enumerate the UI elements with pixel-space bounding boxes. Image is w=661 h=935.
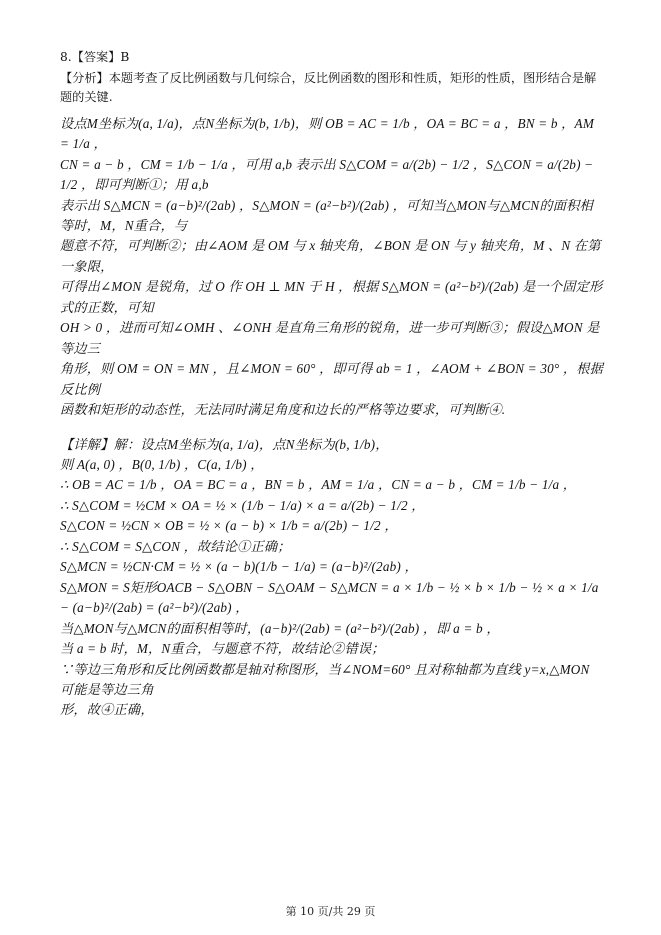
analysis-label: 【分析】 — [60, 70, 109, 85]
detail-line-12: 形，故④正确， — [60, 702, 154, 718]
solution-content — [60, 48, 605, 721]
answer-line: 8.【答案】B — [60, 50, 130, 64]
analysis-line — [60, 69, 605, 107]
detail-line-10: 当 a = b 时，M，N重合，与题意不符，故结论②错误； — [60, 641, 385, 657]
detail-line-8: S△MON = S矩形OACB − S△OBN − S△OAM − S△MCN = a × 1/b − ½ × b × 1/b − ½ × a × 1/a − (a−b)²/(2ab) = (a²−b²)/(2ab) ， — [60, 579, 599, 616]
detail-line-3: ∴ OB = AC = 1/b ，OA = BC = a ，BN = b ，AM = 1/a ，CN = a − b ，CM = 1/b − 1/a ， — [60, 477, 577, 493]
spacer — [60, 421, 605, 435]
detail-line-6: ∴ S△COM = S△CON ，故结论①正确； — [60, 538, 291, 554]
analysis-para-line-4: 题意不符，可判断②；由∠AOM 是 OM 与 x 轴夹角，∠BON 是 ON 与 y 轴夹角，M 、N 在第一象限， — [60, 238, 601, 274]
detail-line-11: ∵等边三角形和反比例函数都是轴对称图形，当∠NOM=60° 且对称轴都为直线 y=x,△MON 可能是等边三角 — [60, 661, 590, 697]
detail-line-7: S△MCN = ½CN·CM = ½ × (a − b)(1/b − 1/a) = (a−b)²/(2ab) ， — [60, 559, 418, 575]
analysis-para-line-1: 设点M坐标为(a, 1/a)，点N坐标为(b, 1/b)，则 OB = AC = 1/b ，OA = BC = a ，BN = b ，AM = 1/a ， — [60, 115, 595, 152]
detail-line-4: ∴ S△COM = ½CM × OA = ½ × (1/b − 1/a) × a = a/(2b) − 1/2 ， — [60, 497, 425, 513]
analysis-para-line-5: 可得出∠MON 是锐角，过 O 作 OH ⊥ MN 于 H ，根据 S△MON = (a²−b²)/(2ab) 是一个固定形式的正数，可知 — [60, 279, 603, 315]
detail-line-1 — [60, 435, 605, 455]
analysis-para-line-3: 表示出 S△MCN = (a−b)²/(2ab) ，S△MON = (a²−b²)/(2ab) ，可知当△MON与△MCN的面积相等时，M，N重合，与 — [60, 197, 593, 233]
analysis-para-line-6: OH > 0 ，进而可知∠OMH 、∠ONH 是直角三角形的锐角，进一步可判断③；假设△MON 是等边三 — [60, 320, 600, 356]
detail-label: 【详解】 — [60, 436, 114, 452]
analysis-para-line-8: 函数和矩形的动态性，无法同时满足角度和边长的严格等边要求，可判断④. — [60, 402, 506, 418]
detail-line-5: S△CON = ½CN × OB = ½ × (a − b) × 1/b = a/(2b) − 1/2 ， — [60, 518, 398, 534]
detail-line-2: 则 A(a, 0) ，B(0, 1/b) ，C(a, 1/b) ， — [60, 456, 264, 472]
page-footer: 第 10 页/共 29 页 — [285, 905, 376, 918]
detail-line-9: 当△MON与△MCN的面积相等时，(a−b)²/(2ab) = (a²−b²)/(2ab) ，即 a = b ， — [60, 620, 500, 636]
analysis-text: 本题考查了反比例函数与几何综合，反比例函数的图形和性质，矩形的性质，图形结合是解题的关键. — [60, 70, 597, 104]
analysis-para-line-7: 角形，则 OM = ON = MN ，且∠MON = 60° ，即可得 ab = 1 ，∠AOM + ∠BON = 30° ，根据反比例 — [60, 361, 604, 397]
analysis-para-line-2: CN = a − b ，CM = 1/b − 1/a ，可用 a,b 表示出 S△COM = a/(2b) − 1/2 ，S△CON = a/(2b) − 1/2 ，即可判断①；用 a,b — [60, 156, 594, 193]
detail-text-1: 解：设点M坐标为(a, 1/a)，点N坐标为(b, 1/b)， — [113, 436, 389, 452]
spacer — [60, 107, 605, 114]
